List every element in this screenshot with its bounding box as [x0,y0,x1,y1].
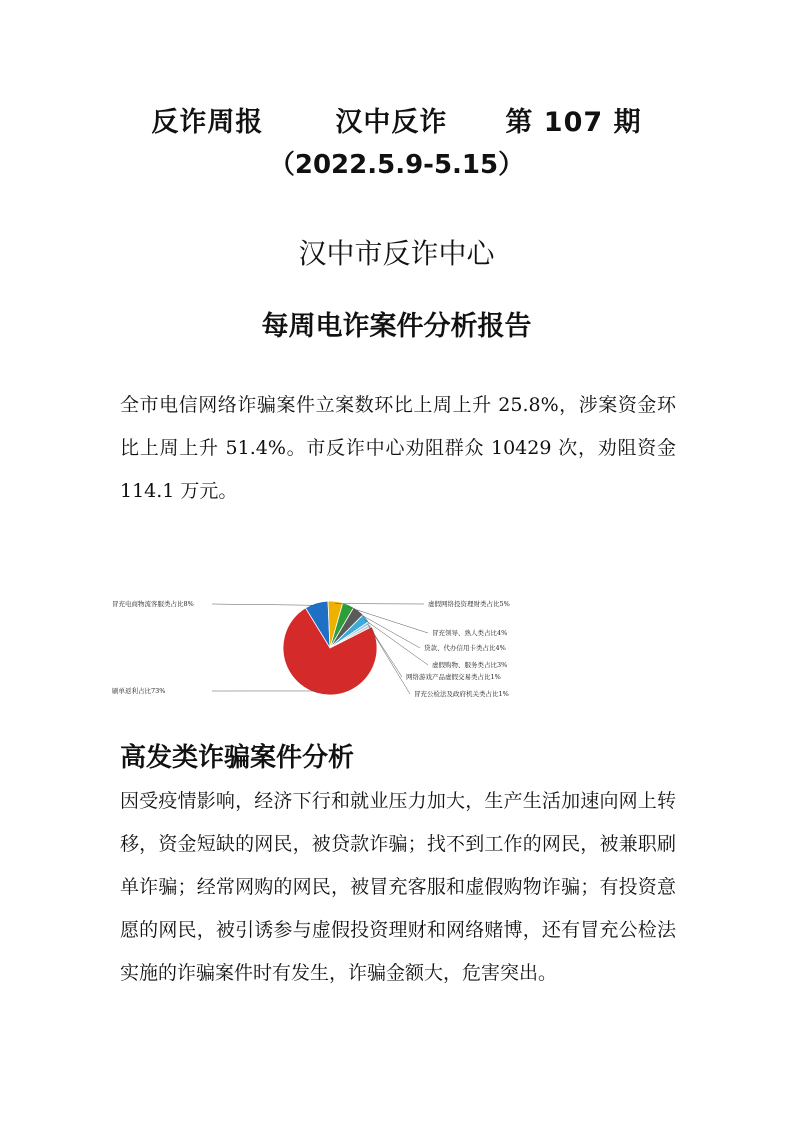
pie-label: 刷单返利占比73% [112,687,166,695]
pie-label: 冒充电商物流客服类占比8% [112,600,194,608]
summary-paragraph: 全市电信网络诈骗案件立案数环比上周上升 25.8%，涉案资金环比上周上升 51.4%。市反诈中心劝阻群众 10429 次，劝阻资金 114.1 万元。 [120,394,676,502]
date-range: （2022.5.9-5.15） [268,150,525,180]
pie-label: 冒充领导、熟人类占比4% [432,629,508,637]
report-header [0,100,793,139]
fraud-type-pie-chart [110,590,540,710]
pie-label: 虚假网络投资理财类占比5% [428,600,510,608]
weekly-label: 反诈周报 [151,107,264,138]
pie-leader-line [212,604,317,605]
pie-label: 冒充公检法及政府机关类占比1% [414,690,509,698]
section-heading: 高发类诈骗案件分析 [120,743,355,773]
analysis-paragraph: 因受疫情影响，经济下行和就业压力加大，生产生活加速向网上转移，资金短缺的网民，被贷款诈骗；找不到工作的网民，被兼职刷单诈骗；经常网购的网民，被冒充客服和虚假购物诈骗；有投资意愿的网民，被引诱参与虚假投资理财和网络赌博，还有冒充公检法实施的诈骗案件时有发生，诈骗金额大，危害突出。 [120,790,676,984]
org-label: 汉中反诈 [335,107,448,138]
pie-label: 贷款、代办信用卡类占比4% [424,644,506,652]
pie-slices [283,601,377,695]
report-title: 每周电诈案件分析报告 [261,311,532,342]
pie-label: 虚假购物、服务类占比3% [432,661,508,669]
pie-label: 网络游戏产品虚假交易类占比1% [406,673,501,681]
center-name: 汉中市反诈中心 [298,237,495,270]
issue-label: 第 107 期 [505,107,642,138]
